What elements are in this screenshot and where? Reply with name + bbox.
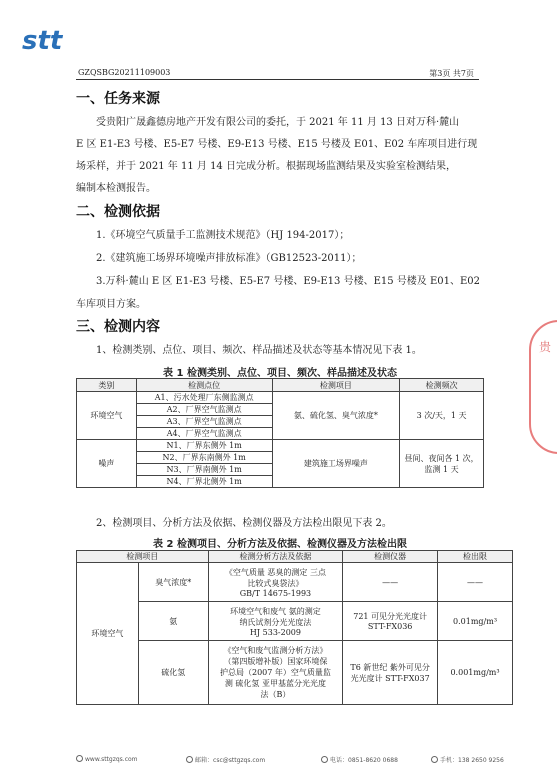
content-intro-2: 2、检测项目、分析方法及依据、检测仪器及方法检出限见下表 2。 [96, 518, 392, 529]
method-line: 纳氏试剂分光光度法 [239, 617, 312, 627]
table2-header-limit: 检出限 [438, 551, 513, 563]
method-line: 《空气质量 恶臭的测定 三点 [224, 567, 326, 577]
method-line: 比较式臭袋法》 [247, 578, 304, 588]
table2-cell-method [208, 602, 343, 641]
table1-cell-category: 环境空气 [77, 392, 137, 440]
instrument-line: 光光度计 STT-FX037 [350, 673, 430, 683]
instrument-line: STT-FX036 [367, 622, 413, 631]
report-number: GZQSBG20211109003 [78, 68, 171, 77]
table2 [76, 550, 513, 705]
table2-cell-limit: 0.01mg/m³ [438, 602, 513, 641]
footer-phone: 电话：0851-8620 0688 [321, 755, 398, 764]
section1-line-2: E 区 E1-E3 号楼、E5-E7 号楼、E9-E13 号楼、E15 号楼及 E01、E02 车库项目进行现 [76, 139, 478, 150]
method-line: 法（B） [260, 690, 291, 699]
basis-item-2: 2.《建筑施工场界环境噪声排放标准》（GB12523-2011）； [96, 253, 362, 264]
section-title-content: 三、检测内容 [76, 319, 160, 335]
table1-cell-frequency [400, 440, 484, 488]
method-line: 测 硫化氢 亚甲基蓝分光光度 [224, 679, 326, 688]
section-title-basis: 二、检测依据 [76, 204, 160, 220]
table1-caption: 表 1 检测类别、点位、项目、频次、样品描述及状态 [163, 368, 397, 379]
method-line: 环境空气和废气 氨的测定 [230, 606, 321, 616]
company-logo: stt [22, 26, 63, 56]
table2-cell-instrument [343, 602, 438, 641]
table2-cell-method [208, 641, 343, 705]
table1-cell-point: N1、厂界东侧外 1m [136, 440, 272, 452]
basis-item-3b: 车库项目方案。 [76, 299, 146, 310]
table2-cell-category: 环境空气 [77, 563, 139, 705]
table1-cell-point: N3、厂界南侧外 1m [136, 464, 272, 476]
noise-frequency-line-2: 监测 1 天 [424, 464, 459, 474]
table2-header-item: 检测项目 [77, 551, 209, 563]
table1-cell-point: A1、污水处理厂东侧监测点 [136, 392, 272, 404]
method-line: GB/T 14675-1993 [239, 588, 312, 598]
table2-cell-item: 臭气浓度* [138, 563, 208, 602]
footer-website: www.sttgzqs.com [76, 755, 138, 763]
noise-frequency-line-1: 昼间、夜间各 1 次， [404, 453, 479, 463]
table1-cell-category: 噪声 [77, 440, 137, 488]
table1-cell-items: 建筑施工场界噪声 [272, 440, 400, 488]
section-title-task-source: 一、任务来源 [76, 91, 160, 107]
table1-header-item: 检测项目 [272, 379, 400, 392]
table2-cell-limit: —— [438, 563, 513, 602]
instrument-line: 721 可见分光光度计 [353, 612, 428, 621]
method-line: 护总局（2007 年）空气质量监 [219, 668, 331, 677]
section1-line-1: 受贵阳广晟鑫德房地产开发有限公司的委托，于 2021 年 11 月 13 日对万科·麓山 [96, 117, 460, 128]
table2-cell-limit: 0.001mg/m³ [438, 641, 513, 705]
table2-cell-item: 氨 [138, 602, 208, 641]
mail-icon [186, 756, 193, 763]
table1-header-frequency: 检测频次 [400, 379, 484, 392]
table1-cell-point: A4、厂界空气监测点 [136, 428, 272, 440]
table2-header-instrument: 检测仪器 [343, 551, 438, 563]
table1-cell-items: 氨、硫化氢、臭气浓度* [272, 392, 400, 440]
globe-icon [76, 755, 83, 762]
table1-cell-point: A2、厂界空气监测点 [136, 404, 272, 416]
table1-cell-point: N2、厂界东南侧外 1m [136, 452, 272, 464]
content-intro-1: 1、检测类别、点位、项目、频次、样品描述及状态等基本情况见下表 1。 [96, 345, 422, 356]
section1-line-3: 场采样，并于 2021 年 11 月 14 日完成分析。根据现场监测结果及实验室检测结果， [76, 161, 456, 172]
method-line: HJ 533-2009 [249, 627, 301, 637]
table1-cell-frequency: 3 次/天，1 天 [400, 392, 484, 440]
footer-email: 邮箱：csc@sttgzqs.com [186, 755, 265, 764]
section1-line-4: 编制本检测报告。 [76, 183, 156, 194]
page-number: 第3页 共7页 [429, 69, 474, 78]
table1 [76, 378, 484, 488]
basis-item-1: 1.《环境空气质量手工监测技术规范》（HJ 194-2017）； [96, 230, 350, 241]
basis-item-3a: 3.万科·麓山 E 区 E1-E3 号楼、E5-E7 号楼、E9-E13 号楼、E15 号楼及 E01、E02 [96, 276, 480, 287]
official-seal-stamp [529, 320, 557, 454]
table2-cell-item: 硫化氢 [138, 641, 208, 705]
method-line: （第四版增补版）国家环境保 [223, 657, 328, 666]
table1-header-category: 类别 [77, 379, 137, 392]
stamp-text: 贵 [539, 340, 552, 354]
table2-cell-instrument [343, 641, 438, 705]
table2-caption: 表 2 检测项目、分析方法及依据、检测仪器及方法检出限 [153, 539, 407, 550]
instrument-line: T6 新世纪 紫外可见分 [350, 662, 430, 672]
table1-cell-point: N4、厂界北侧外 1m [136, 476, 272, 488]
footer-mobile: 手机：138 2650 9256 [431, 755, 504, 764]
table2-cell-method [208, 563, 343, 602]
table1-header-point: 检测点位 [136, 379, 272, 392]
header-divider [76, 79, 479, 80]
phone-icon [321, 756, 328, 763]
mobile-icon [431, 756, 438, 763]
method-line: 《空气和废气监测分析方法》 [223, 646, 328, 655]
table2-cell-instrument: —— [343, 563, 438, 602]
table2-header-method: 检测分析方法及依据 [208, 551, 343, 563]
table1-cell-point: A3、厂界空气监测点 [136, 416, 272, 428]
